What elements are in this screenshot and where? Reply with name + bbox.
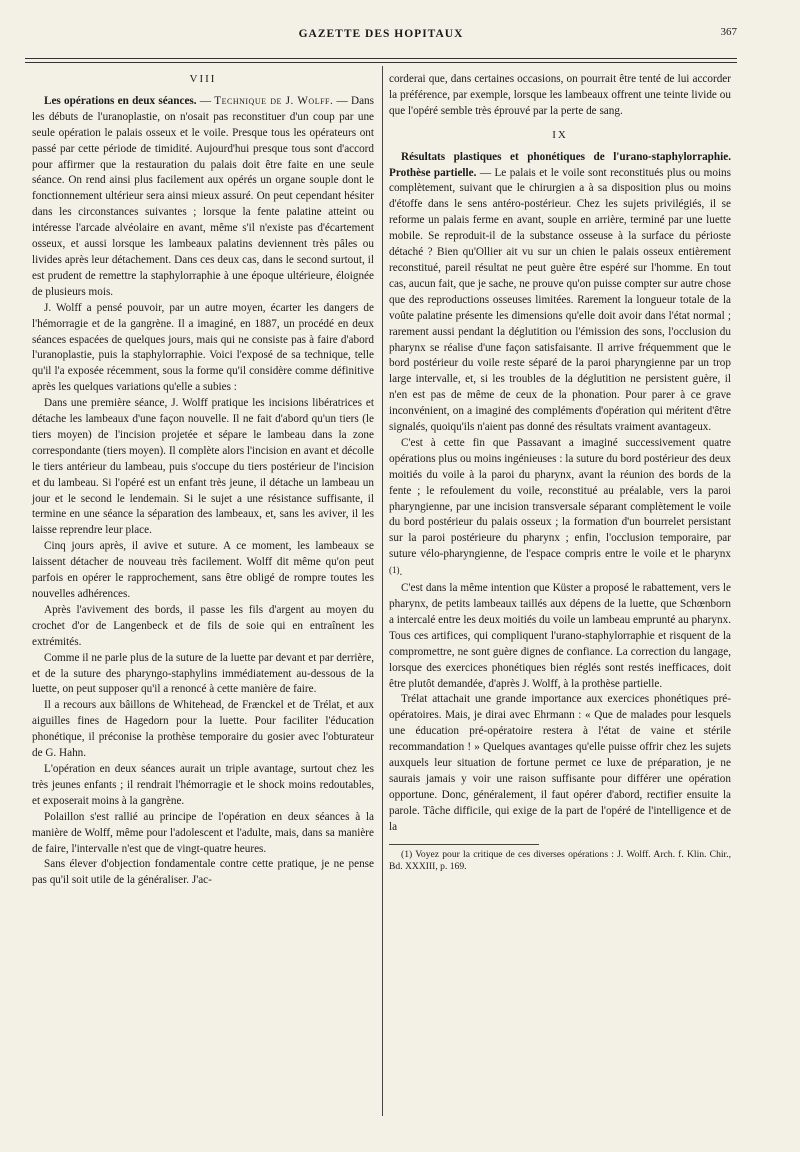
paragraph-text: C'est à cette fin que Passavant a imaginé successivement quatre opérations plus ou moins ingénieuses : la suture du bord postérieur des deux moitiés du voile à la paroi du pharynx, avant la réunion des bords de la fente ; le refoulement du voile, reconstitué au préalable, vers la paroi pharyngienne, par une incision transversale séparant complètement le voile du bord postérieur du palais osseux ; la formation d'un bourrelet persistant sur la paroi postérieure du pharynx ; enfin, l'occlusion temporaire, par suture vélo-pharyngienne, de l'espace compris entre le voile et le pharynx [389,436,731,561]
footnote-rule [389,844,539,845]
section-title: Les opérations en deux séances. [44,94,197,107]
paragraph-text: — Le palais et le voile sont reconstitués plus ou moins complètement, suivant que le chirurgien a à sa disposition plus ou moins d'étoffe dans le sens antéro-postérieur. Chez les sujets privilégiés, il se reforme un palais ferme en avant, souple en arrière, terminé par une luette mobile. Se reproduit-il de la substance osseuse à la surface du périoste détaché ? Bien qu'Ollier ait vu sur un chien le palais osseux entièrement reconstitué, pareil résultat ne peut guère être espéré sur l'homme. En tout cas, aucun fait, que je sache, ne prouve qu'on puisse compter sur autre chose que des reproductions osseuses limitées. Rarement la longueur totale de la voûte palatine présente les dimensions qu'elle doit avoir dans l'état normal ; rarement aussi pendant la déglutition ou l'émission des sons, l'occlusion du pharynx se réalise d'une façon satisfaisante. Il arrive fréquemment que le bord postérieur du voile reste séparé de la paroi pharyngienne par un trop large intervalle, et, si les troubles de la déglutition ne persistent guère, il n'en est pas de même de ceux de la phonation. Pour parer à ce grave inconvénient, on a imaginé des compléments d'opération qui méritent d'être signalés, quoiqu'ils n'aient pas donné des résultats vraiment avantageux. [389,166,732,434]
paragraph [389,436,731,581]
paragraph [389,150,731,436]
journal-title: GAZETTE DES HOPITAUX [298,28,464,40]
paragraph: Après l'avivement des bords, il passe les fils d'argent au moyen du crochet d'or de Langenbeck et de fils de soie qui en entraînent les extrémités. [32,603,374,648]
paragraph: Polaillon s'est rallié au principe de l'opération en deux séances à la manière de Wolff, même pour l'adolescent et l'adulte, mais, dans sa manière de faire, l'intervalle n'est que de vingt-quatre heures. [32,810,374,855]
paragraph [32,94,374,301]
title-dash: — [196,94,215,107]
footnote: (1) Voyez pour la critique de ces diverses opérations : J. Wolff. Arch. f. Klin. Chir., Bd. XXXIII, p. 169. [389,848,731,873]
right-column [389,72,731,874]
section-subtitle: Technique de J. Wolff. [214,94,334,107]
paragraph: Comme il ne parle plus de la suture de la luette par devant et par derrière, et de la suture des pharyngo-staphylins immédiatement au-dessous de la luette, on peut supposer qu'il a renoncé à cette manière de faire. [32,651,374,696]
paragraph-end: . [399,566,403,579]
footnote-marker[interactable]: (1) [389,565,400,576]
paragraph: J. Wolff a pensé pouvoir, par un autre moyen, écarter les dangers de l'hémorragie et de la gangrène. Il a imaginé, en 1887, un procédé en deux séances espacées de quelques jours, mais qui ne consiste pas à faire d'abord l'uranoplastie, puis la staphylorraphie. Voici l'exposé de sa technique, telle qu'il l'a exposée récemment, sous la forme qu'il considère comme définitive après les quelques variations qu'elle a subies : [32,301,374,394]
paragraph: L'opération en deux séances aurait un triple avantage, surtout chez les très jeunes enfants ; il rendrait l'hémorragie et le shock moins redoutables, et exposerait moins à la gangrène. [32,762,374,807]
paragraph: C'est dans la même intention que Küster a proposé le rabattement, vers le pharynx, de petits lambeaux taillés aux dépens de la luette, que Schœnborn a intercalé entre les deux moitiés du voile un lambeau emprunté au pharynx. Tous ces artifices, qui compliquent l'urano-staphylorraphie et risquent de la compromettre, ne sont guère dignes de confiance. La correction du langage, lorsque des exercices phonétiques bien réglés sont restés inefficaces, doit être plutôt demandée, d'après J. Wolff, à la prothèse partielle. [389,582,731,690]
section-number-ix: IX [552,128,568,141]
header-rule [25,58,737,59]
paragraph: Trélat attachait une grande importance aux exercices phonétiques pré-opératoires. Mais, je dirai avec Ehrmann : « Que de malades pour lesquels une éducation pré-opératoire restera à l'état de vaine et stérile recommandation ! » Quelques avantages qu'elle puisse offrir chez les sujets auxquels leur situation de fortune permet ce luxe de préparation, je ne saurais jamais y voir une raison suffisante pour différer une opération opportune. Donc, généralement, il faut opérer d'abord, rectifier ensuite la parole. Tâche difficile, qui exige de la part de l'opéré de l'intelligence et de la [389,693,731,833]
left-column [32,72,374,889]
paragraph: Cinq jours après, il avive et suture. A ce moment, les lambeaux se laissent détacher de nouveau très facilement. Wolff dit même qu'on peut parfois en opérer le rapprochement, sans être obligé de rompre toutes les nouvelles adhérences. [32,540,374,600]
column-divider [382,66,383,1116]
header-rule-thin [25,62,737,63]
section-number-viii: VIII [189,73,217,85]
page-header [25,24,737,50]
paragraph: Sans élever d'objection fondamentale contre cette pratique, je ne pense pas qu'il soit utile de la généraliser. J'ac- [32,858,374,887]
paragraph: Il a recours aux bâillons de Whitehead, de Frænckel et de Trélat, et aux aiguilles fines de Hagedorn pour la luette. Pour faciliter l'éducation phonétique, il préconise la prothèse temporaire du gosier avec l'obturateur de G. Hahn. [32,699,374,760]
paragraph: Dans une première séance, J. Wolff pratique les incisions libératrices et détache les lambeaux d'une façon nouvelle. Il ne fait d'abord qu'un tiers (le tiers moyen) de l'incision projetée et sépare le lambeau dans la zone correspondante (tiers moyen). Il complète alors l'incision en avant et décolle le tiers antérieur du lambeau, puis s'occupe du tiers postérieur de l'incision et du lambeau. Si l'opéré est un enfant très jeune, il détache un lambeau un jour et le second le lendemain. Si le sujet a une résistance suffisante, il termine en une séance la séparation des lambeaux, et, sans les aviver, il les laisse reprendre leur place. [32,397,374,537]
page-number: 367 [720,26,737,38]
paragraph-text: — Dans les débuts de l'uranoplastie, on n'osait pas reconstituer d'un coup par une seule opération le palais osseux et le voile. Presque tous les opérateurs ont passé par cette période de timidité. Aujourd'hui presque tous sont d'accord pour affirmer que la restauration du palais doit être faite en une seule séance. On rend ainsi plus facilement aux opérés un organe souple dont le fonctionnement ultérieur sera ainsi mieux assuré. On peut cependant hésiter dans les circonstances suivantes ; lorsque la fente palatine atteint ou intéresse l'arcade alvéolaire en avant, même s'il n'existe pas d'écartement osseux, et aussi lorsque les lambeaux palatins deviennent très pâles ou livides après leur détachement. Dans ces deux cas, dans le second surtout, il est prudent de remettre la staphylorraphie à une époque ultérieure, éloignée de plusieurs mois. [32,94,374,298]
paragraph: corderai que, dans certaines occasions, on pourrait être tenté de lui accorder la préférence, par exemple, lorsque les lambeaux offrent une teinte livide ou que l'opéré semble très éprouvé par la perte de sang. [389,73,731,117]
section-title: Résultats plastiques et phonétiques de l'urano-staphylorraphie. Prothèse partielle. [389,150,731,179]
